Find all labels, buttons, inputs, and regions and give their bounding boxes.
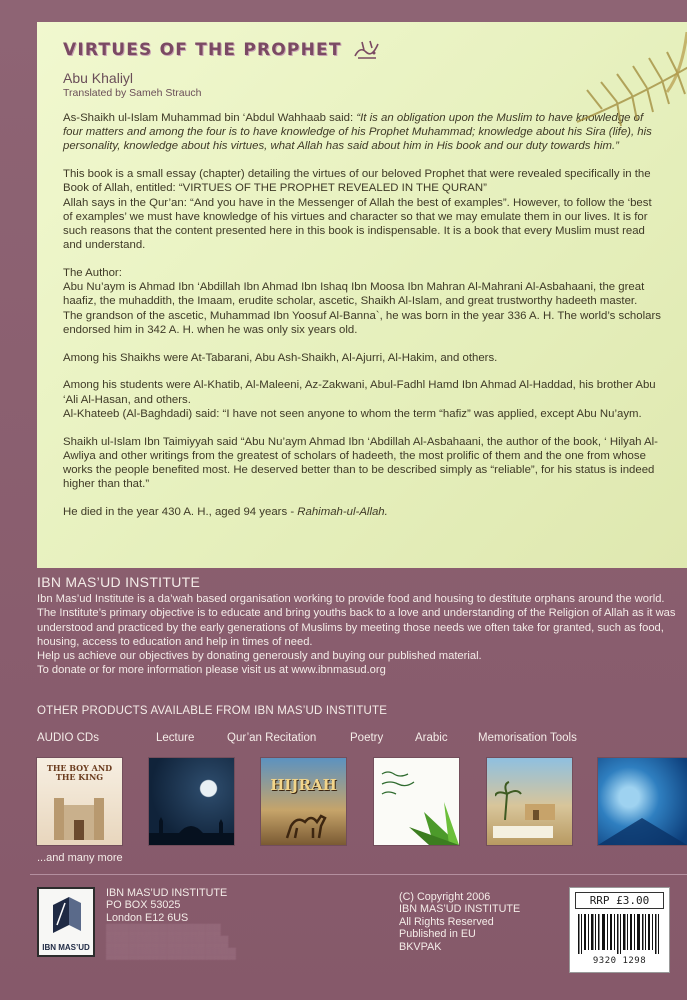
description-panel [37,22,687,568]
palm-leaf-decoration [557,32,687,152]
product-covers [37,758,687,848]
address-name: IBN MAS’UD INSTITUTE [106,887,228,899]
author-lineage-paragraph: Abu Nu’aym is Ahmad Ibn ‘Abdillah Ibn Ahmad Ibn Ishaq Ibn Moosa Ibn Mahran Al-Mahrani Al-Asbahaani, the great haafiz, the muhaddith, the Imaam, erudite scholar, ascetic, Shaikh Al-Islam, and great trustworthy hadeeth master. [63,281,645,308]
institute-title: IBN MAS’UD INSTITUTE [37,574,201,590]
many-more-text: ...and many more [37,852,123,864]
cd-cover-family [487,758,572,845]
intro-quote-paragraph: As-Shaikh ul-Islam Muhammad bin ‘Abdul Wahhaab said: “It is an obligation upon the Muslim to have knowledge of four matters and among the four is to have knowledge of his Prophet Muhammad; knowledge about his Sira (life), his personality, knowledge about his virtues, what Allah has said about him in His book and our duty towards him.” [63,112,652,153]
translator-credit: Translated by Sameh Strauch [63,87,202,99]
blurred-contact-line: ▒▒▒▒▒▒▒▒▒▒▒▒▒▒▒ [106,923,221,936]
category-quran-recitation: Qur’an Recitation [227,732,317,744]
category-arabic: Arabic [415,732,448,744]
cd-cover-blue [598,758,687,845]
products-heading: OTHER PRODUCTS AVAILABLE FROM IBN MAS’UD INSTITUTE [37,705,388,717]
footer-divider [30,874,687,875]
barcode-number: 9320 1298 [592,956,647,966]
barcode-icon [578,914,662,954]
taimiyyah-quote-paragraph: Shaikh ul-Islam Ibn Taimiyyah said “Abu Nu’aym Ahmad Ibn ‘Abdillah Al-Asbahaani, the author of the book, ‘ Hilyah Al-Awliya and other writings from the greatest of scholars of hadeeth, the most prolific of them and the one from whose works the people benefited most. He deserved better than to be described simply as “reliable”, for his status is indeed higher than that.” [63,435,658,491]
camel-icon [283,808,327,840]
copyright-block: (C) Copyright 2006 IBN MAS’UD INSTITUTE All Rights Reserved Published in EU BKVPAK [399,891,521,953]
light-rays-icon [598,818,687,845]
book-summary-paragraph: This book is a small essay (chapter) detailing the virtues of our beloved Prophet that were revealed specifically in the Book of Allah, entitled: “VIRTUES OF THE PROPHET REVEALED IN THE QURAN” [63,168,651,195]
blurred-contact-line: ▒▒▒▒▒▒▒▒▒▒▒▒▒▒▒▒▒ [106,948,237,961]
palm-village-icon [495,780,565,820]
address-city: London E12 6US [106,911,189,924]
institute-logo: IBN MAS’UD [37,887,95,957]
handwritten-text-icon [380,768,420,804]
castle-illustration-icon [49,790,109,840]
description-text [63,111,665,519]
author-name: Abu Khaliyl [63,70,134,86]
students-paragraph: Among his students were Al-Khatib, Al-Maleeni, Az-Zakwani, Abul-Fadhl Hamd Ibn Ahmad Al-Haddad, his brother Abu ‘Ali Al-Hasan, and others. [63,379,656,406]
mosque-silhouette-icon [149,813,234,845]
category-lecture: Lecture [156,732,195,744]
book-quill-logo-icon [49,895,85,935]
book-importance-paragraph: Allah says in the Qur’an: “And you have in the Messenger of Allah the best of examples”. However, to follow the ‘best of examples’ we must have knowledge of his virtues and character so that we may emulate them in our lives. It is for such reasons that the content presented here in this book is indispensable. It is a book that every Muslim must read and understand. [63,196,652,252]
shaikhs-paragraph: Among his Shaikhs were At-Tabarani, Abu Ash-Shaikh, Al-Ajurri, Al-Hakim, and others. [63,351,498,364]
cd-cover-boy-and-king: THE BOY AND THE KING [37,758,122,845]
category-poetry: Poetry [350,732,384,744]
author-heading: The Author: [63,267,122,280]
category-memorisation-tools: Memorisation Tools [478,732,577,744]
khateeb-quote-paragraph: Al-Khateeb (Al-Baghdadi) said: “I have not seen anyone to whom the term “hafiz” was applied, except Abu Nu’aym. [63,407,642,420]
cd-cover-caption-band [493,826,553,838]
address-po-box: PO BOX 53025 [106,899,181,912]
cd-cover-poetry [374,758,459,845]
institute-description: Ibn Mas’ud Institute is a da’wah based organisation working to provide food and housing to destitute orphans around the world. The Institute’s primary objective is to educate and bring youths back to a love and understanding of the Religion of Allah as it was understood and practiced by the early generations of Muslims by meeting those needs we often take for granted, such as food, housing, access to education and help in times of need. Help us achieve our objectives by donating generously and buying our published material. To donate or for more information please visit us at www.ibnmasud.org [37,593,676,677]
author-birth-paragraph: The grandson of the ascetic, Muhammad Ibn Yoosuf Al-Banna`, he was born in the year 336 A. H. The world’s scholars endorsed him in 342 A. H. when he was only six years old. [63,309,661,336]
green-leaves-icon [404,802,459,845]
barcode-label [569,887,670,973]
cd-cover-night-moon [149,758,234,845]
book-title: VIRTUES OF THE PROPHET [63,40,342,60]
blurred-contact-line: ▒▒▒▒▒▒▒▒▒▒▒▒▒▒▒▒ [106,936,229,949]
salawat-calligraphy-icon [352,38,382,62]
institute-section [37,574,677,678]
death-paragraph: He died in the year 430 A. H., aged 94 years - Rahimah-ul-Allah. [63,506,388,519]
category-audio-cds: AUDIO CDs [37,732,99,744]
cd-cover-hijrah: HIJRAH [261,758,346,845]
product-categories [37,732,677,748]
price-tag: RRP £3.00 [575,892,664,909]
mailing-address [106,887,236,961]
